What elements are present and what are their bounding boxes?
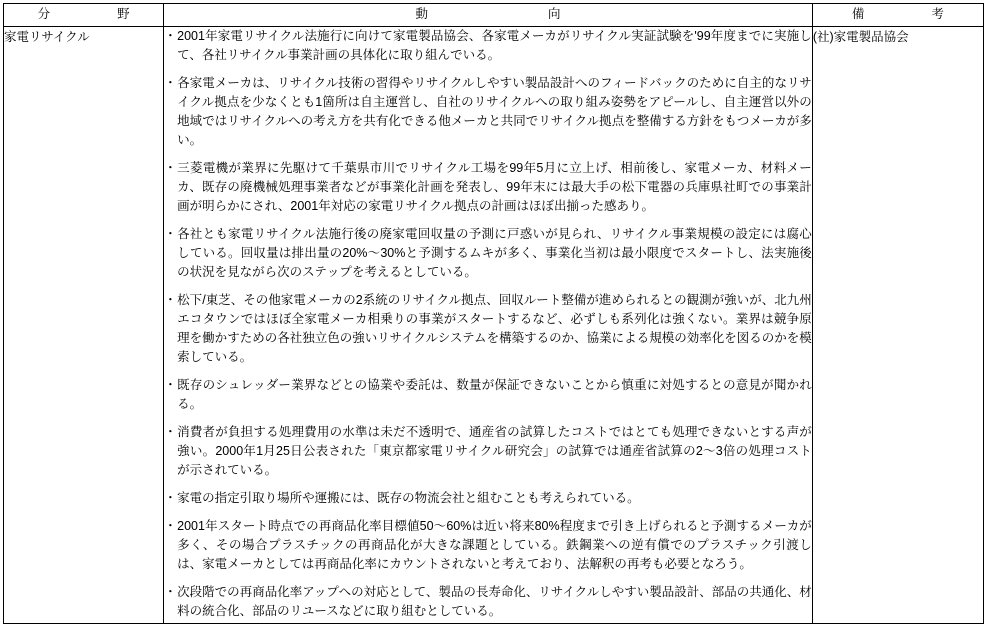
bullet-icon: ・	[164, 519, 177, 533]
table-row	[4, 27, 984, 624]
column-header-field	[4, 4, 164, 27]
bullet-icon: ・	[164, 378, 177, 392]
list-item	[164, 27, 812, 65]
bullet-icon: ・	[164, 29, 177, 43]
list-item	[164, 225, 812, 282]
list-item	[164, 74, 812, 150]
list-item-text: 既存のシュレッダー業界などとの協業や委託は、数量が保証できないことから慎重に対処するとの意見が聞かれる。	[177, 378, 812, 411]
bullet-icon: ・	[164, 76, 177, 90]
column-header-trend-label: 動 向	[415, 7, 575, 21]
field-cell: 家電リサイクル	[4, 27, 164, 624]
list-item-text: 家電の指定引取り場所や運搬には、既存の物流会社と組むことも考えられている。	[177, 491, 640, 505]
column-header-trend	[164, 4, 813, 27]
bullet-icon: ・	[164, 425, 177, 439]
bullet-icon: ・	[164, 491, 177, 505]
column-header-remark-label: 備 考	[851, 7, 958, 21]
bullet-icon: ・	[164, 161, 177, 175]
column-header-field-label: 分 野	[37, 7, 144, 21]
list-item	[164, 376, 812, 414]
list-item	[164, 583, 812, 621]
column-header-remark	[812, 4, 983, 27]
list-item	[164, 489, 812, 508]
list-item-text: 松下/東芝、その他家電メーカの2系統のリサイクル拠点、回収ルート整備が進められるとの観測が強いが、北九州エコタウンではほぼ全家電メーカ相乗りの事業がスタートするなど、必ずしも系列化は強くない。業界は競争原理を働かすための各社独立色の強いリサイクルシステムを構築するのか、協業による規模の効率化を図るのかを模索している。	[177, 293, 812, 364]
list-item-text: 2001年家電リサイクル法施行に向けて家電製品協会、各家電メーカがリサイクル実証試験を'99年度までに実施して、各社リサイクル事業計画の具体化に取り組んでいる。	[177, 29, 812, 62]
trend-table	[3, 3, 984, 624]
list-item-text: 消費者が負担する処理費用の水準は未だ不透明で、通産省の試算したコストではとても処理できないとする声が強い。2000年1月25日公表された「東京都家電リサイクル研究会」の試算では通産省試算の2～3倍の処理コストが示されている。	[177, 425, 812, 477]
list-item-text: 各社とも家電リサイクル法施行後の廃家電回収量の予測に戸惑いが見られ、リサイクル事業規模の設定には腐心している。回収量は排出量の20%～30%と予測するムキが多く、事業化当初は最小限度でスタートし、法実施後の状況を見ながら次のステップを考えるとしている。	[177, 227, 812, 279]
list-item-text: 各家電メーカは、リサイクル技術の習得やリサイクルしやすい製品設計へのフィードバックのために自主的なリサイクル拠点を少なくとも1箇所は自主運営し、自社のリサイクルへの取り組み姿勢をアピールし、自主運営以外の地域ではリサイクルへの考え方を共有化できる他メーカと共同でリサイクル拠点を整備する方針をもつメーカが多い。	[177, 76, 812, 147]
bullet-icon: ・	[164, 227, 177, 241]
list-item	[164, 517, 812, 574]
list-item-text: 三菱電機が業界に先駆けて千葉県市川でリサイクル工場を99年5月に立上げ、相前後し、家電メーカ、材料メーカ、既存の廃機械処理事業者などが事業化計画を発表し、99年末には最大手の松下電器の兵庫県社町での事業計画が明らかにされ、2001年対応の家電リサイクル拠点の計画はほぼ出揃った感あり。	[177, 161, 812, 213]
remark-cell: (社)家電製品協会	[812, 27, 983, 624]
list-item-text: 2001年スタート時点での再商品化率目標値50～60%は近い将来80%程度まで引き上げられると予測するメーカが多く、その場合プラスチックの再商品化が大きな課題としている。鉄鋼業への逆有償でのプラスチック引渡しは、家電メーカとしては再商品化率にカウントされないと考えており、法解釈の再考も必要となろう。	[177, 519, 812, 571]
bullet-icon: ・	[164, 293, 177, 307]
list-item-text: 次段階での再商品化率アップへの対応として、製品の長寿命化、リサイクルしやすい製品設計、部品の共通化、材料の統合化、部品のリユースなどに取り組むとしている。	[177, 585, 812, 618]
table-header-row	[4, 4, 984, 27]
bullet-icon: ・	[164, 585, 177, 599]
trend-cell	[164, 27, 813, 624]
list-item	[164, 291, 812, 367]
list-item	[164, 159, 812, 216]
